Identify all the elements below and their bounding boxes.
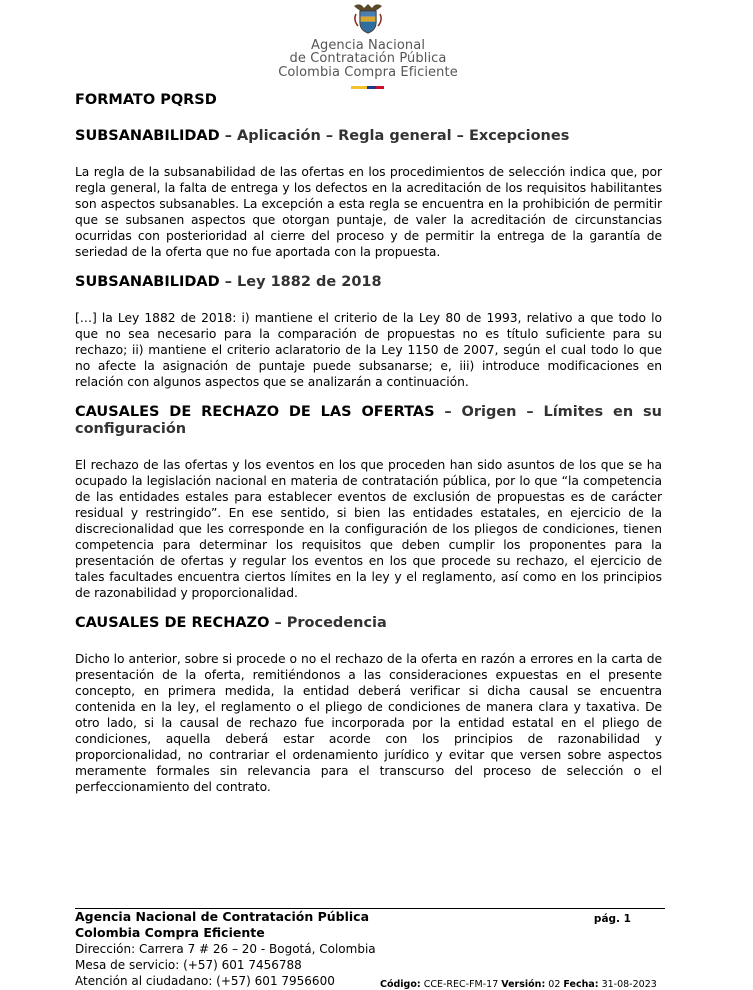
section-body-4: Dicho lo anterior, sobre si procede o no el rechazo de la oferta en razón a errores en la carta de presentación de la oferta, remitiéndonos a las consideraciones expuestas en el presente concepto, en primera medida, la entidad deberá verificar si dicha causal se encuentra contenida en la ley, el reglamento o el pliego de condiciones de manera clara y taxativa. De otro lado, si la causal de rechazo fue incorporada por la entidad estatal en el pliego de condiciones, aquella deberá estar acorde con los principios de razonabilidad y proporcionalidad, no contrariar el ordenamiento jurídico y evitar que versen sobre aspectos meramente formales sin relevancia para el transcurso del proceso de selección o el perfeccionamiento del contrato. [75,652,662,794]
section-heading-4 [75,615,662,632]
section-heading-2-strong: SUBSANABILIDAD [75,274,220,290]
section-heading-1 [75,128,662,145]
section-heading-3-strong: CAUSALES DE RECHAZO DE LAS OFERTAS [75,404,435,420]
section-heading-1-strong: SUBSANABILIDAD [75,128,220,144]
section-heading-2 [75,274,662,291]
flag-red-stripe [376,86,384,89]
document-body [75,92,662,803]
date-label: Fecha: [563,979,599,990]
page-number: pág. 1 [593,913,631,925]
page-footer [75,908,665,989]
letterhead [0,0,753,92]
section-body-1: La regla de la subsanabilidad de las ofertas en los procedimientos de selección indica que, por regla general, la falta de entrega y los defectos en la acreditación de los requisitos habilitantes son aspectos subsanables. La excepción a esta regla se encuentra en la prohibición de permitir que se subsanen aspectos que otorgan puntaje, de valer la acreditación de circunstancias ocurridas con posterioridad al cierre del proceso y de permitir la entrega de la garantía de seriedad de la oferta que no fue aportada con la propuesta. [75,165,662,259]
colombia-coat-of-arms-icon [350,0,386,34]
footer-org-line2: Colombia Compra Eficiente [75,925,265,940]
section-heading-3-rest: – Origen – Límites en su configuración [75,404,662,437]
section-body-3: El rechazo de las ofertas y los eventos en los que proceden han sido asuntos de los que se ha ocupado la legislación nacional en materia de contratación pública, por lo que “la competencia de las entidades estales para establecer eventos de exclusión de propuestas es de carácter residual y restringido”. En ese sentido, si bien las entidades estatales, en ejercicio de la discrecionalidad que les corresponde en la configuración de los pliegos de condiciones, tienen competencia para determinar los requisitos que deben cumplir los proponentes para la presentación de ofertas y regular los eventos en los que procede su rechazo, el ejercicio de tales facultades encuentra ciertos límites en la ley y el reglamento, así como en los principios de razonabilidad y proporcionalidad. [75,458,662,600]
section-heading-2-rest: – Ley 1882 de 2018 [219,274,382,290]
flag-yellow-stripe [351,86,367,89]
version-label: Versión: [501,979,546,990]
code-label: Código: [380,979,421,990]
document-title: FORMATO PQRSD [75,92,217,108]
colombia-flag-stripe [351,86,384,89]
section-heading-3 [75,404,662,438]
agency-name-line3: Colombia Compra Eficiente [278,65,458,80]
footer-address: Dirección: Carrera 7 # 26 – 20 - Bogotá, Colombia [75,942,376,956]
agency-name-line1: Agencia Nacional [310,38,426,53]
date-value: 31-08-2023 [598,979,657,990]
section-heading-1-rest: – Aplicación – Regla general – Excepciones [219,128,570,144]
flag-blue-stripe [367,86,376,89]
section-heading-4-rest: – Procedencia [269,615,387,631]
document-code [380,979,657,990]
agency-name-line2: de Contratación Pública [289,51,447,66]
version-value: 02 [545,979,564,990]
footer-org-line1: Agencia Nacional de Contratación Pública [75,909,370,924]
section-heading-4-strong: CAUSALES DE RECHAZO [75,615,270,631]
footer-service-desk: Mesa de servicio: (+57) 601 7456788 [75,958,302,972]
footer-citizen-service: Atención al ciudadano: (+57) 601 7956600 [75,974,335,988]
section-body-2: […] la Ley 1882 de 2018: i) mantiene el criterio de la Ley 80 de 1993, relativo a que todo lo que no sea necesario para la comparación de propuestas no es título suficiente para su rechazo; ii) mantiene el criterio aclaratorio de la Ley 1150 de 2007, según el cual todo lo que no afecte la asignación de puntaje puede subsanarse; e, iii) introduce modificaciones en relación con algunos aspectos que se analizarán a continuación. [75,311,662,389]
code-value: CCE-REC-FM-17 [420,979,502,990]
